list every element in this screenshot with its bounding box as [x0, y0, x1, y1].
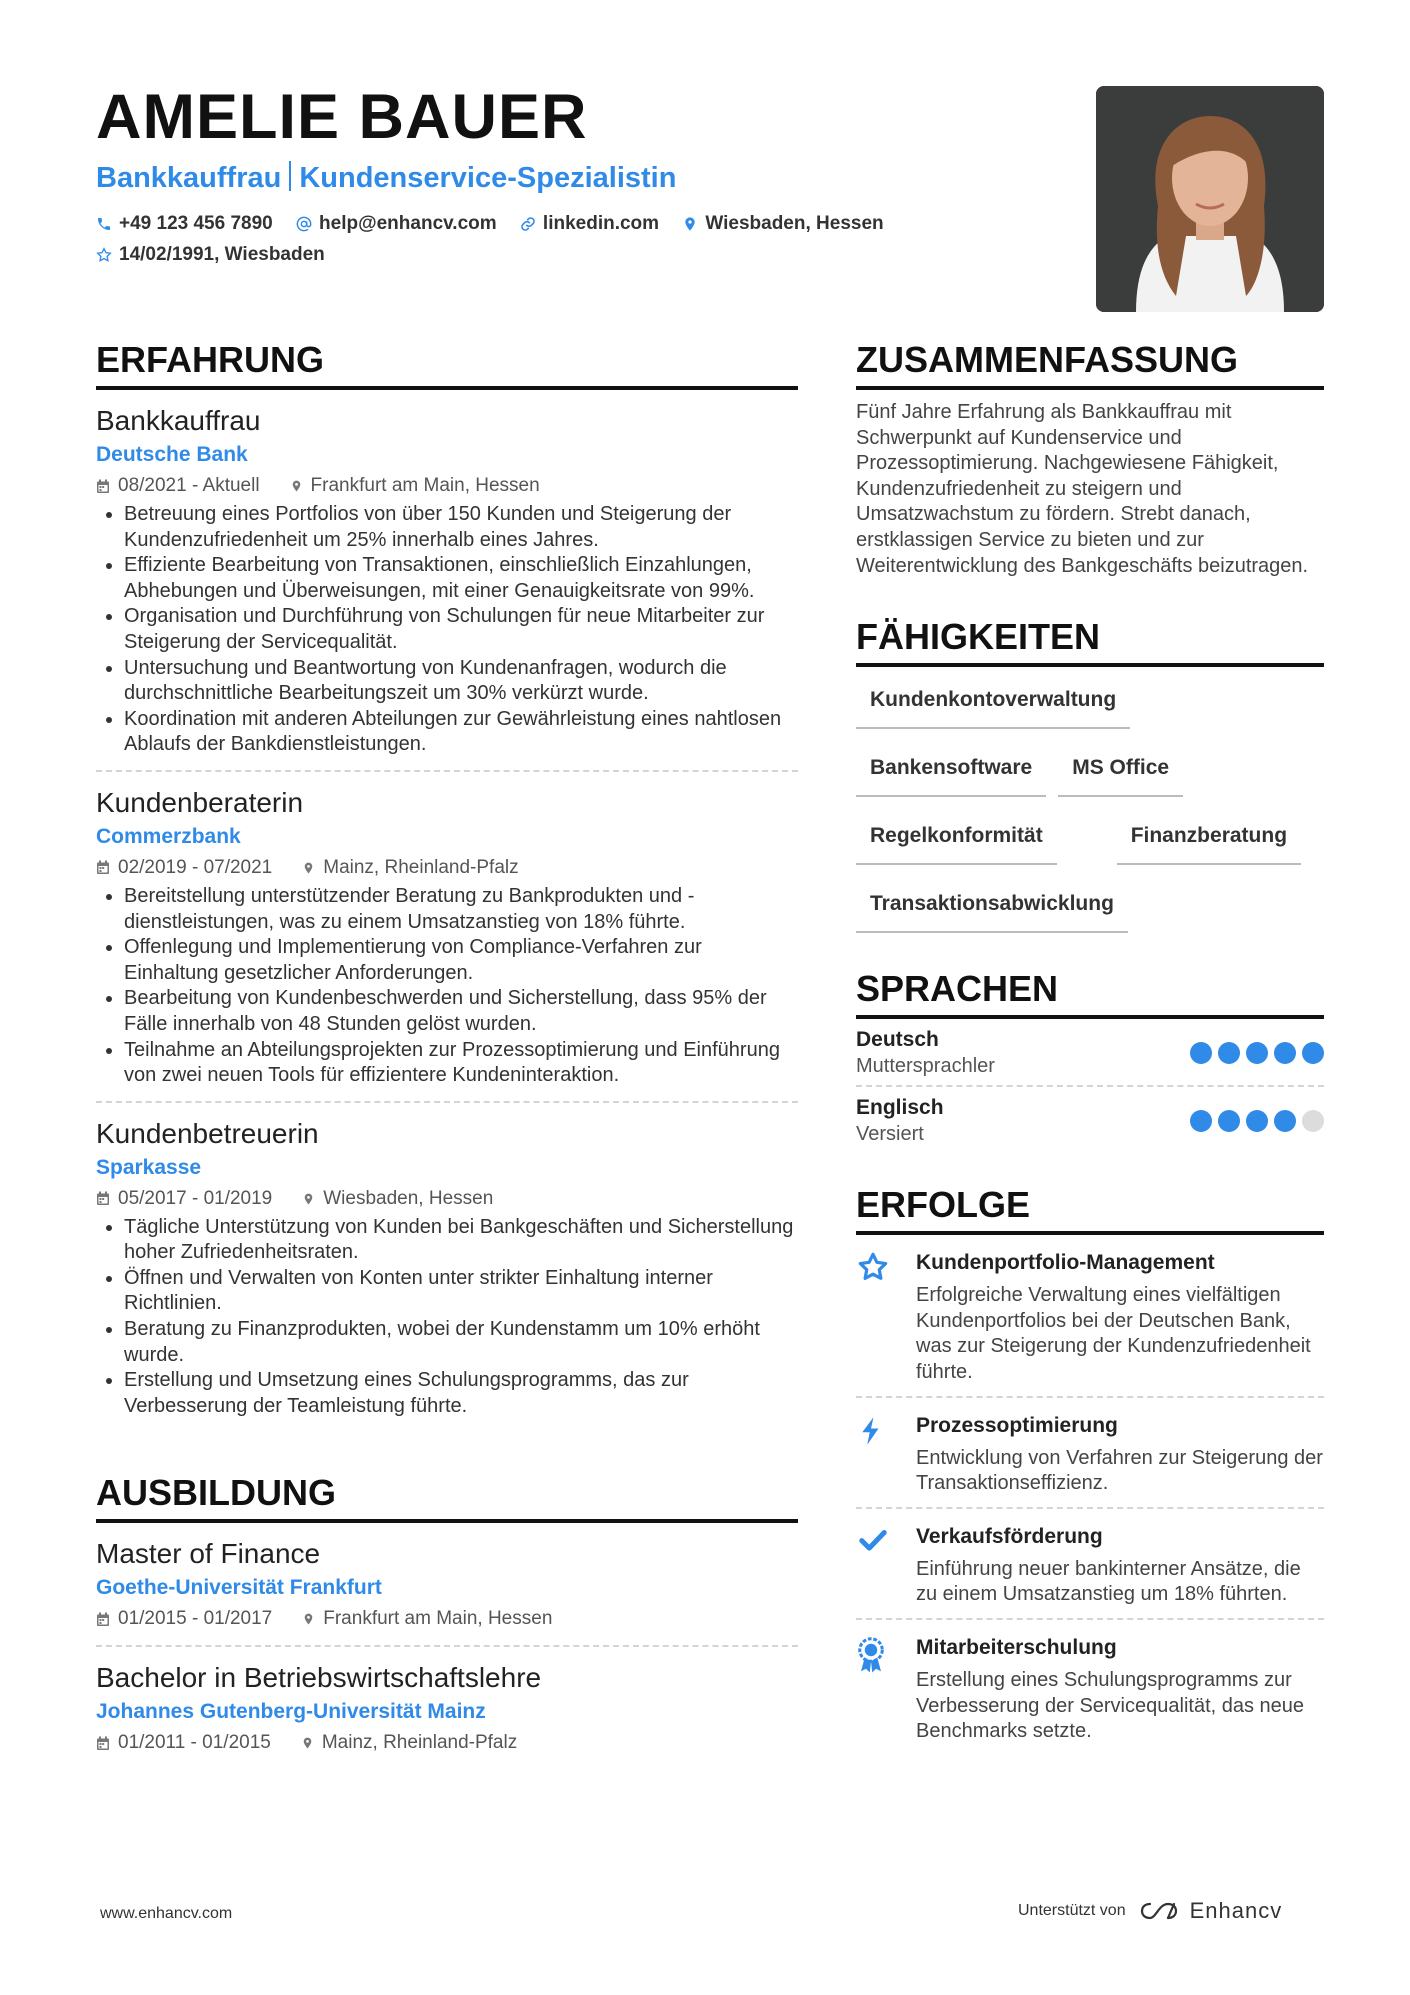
summary-text: Fünf Jahre Erfahrung als Bankkauffrau mit Schwerpunkt auf Kundenservice und Prozessoptimierung. Nachgewiesene Fähigkeit, Kundenzufriedenheit zu steigern und Umsatzwachstum zu fördern. Strebt danach, erstklassigen Service zu bieten und zur Weiterentwicklung des Bankgeschäfts beizutragen.	[856, 401, 1309, 577]
achievement-desc: Erstellung eines Schulungsprogramms zur Verbesserung der Servicequalität, das neue Benchmarks setzte.	[916, 1668, 1305, 1743]
achievement-item	[856, 1235, 1324, 1397]
powered-by-text: Unterstützt von	[1018, 1902, 1126, 1919]
language-item	[856, 1087, 1324, 1153]
location-pin-icon	[301, 1735, 314, 1751]
location-text: Wiesbaden, Hessen	[705, 213, 884, 234]
profile-photo	[1096, 86, 1324, 312]
title-part-1: Bankkauffrau	[96, 162, 282, 194]
job-location: Mainz, Rheinland-Pfalz	[323, 856, 519, 878]
rating-dot-filled	[1246, 1042, 1268, 1064]
rating-dot-empty	[1302, 1110, 1324, 1132]
bullet: • Bereitstellung unterstützender Beratung zu Bankprodukten und -dienstleistungen, was zu einem Umsatzanstieg von 18% führte.	[124, 884, 798, 935]
experience-item	[96, 772, 798, 1103]
title-separator	[289, 161, 291, 191]
linkedin-text: linkedin.com	[542, 213, 660, 234]
left-column	[96, 338, 798, 1769]
location-pin-icon	[302, 1611, 315, 1627]
lightning-icon	[856, 1414, 886, 1448]
bullet: • Bearbeitung von Kundenbeschwerden und Sicherstellung, dass 95% der Fälle innerhalb von 48 Stunden gelöst wurden.	[124, 986, 798, 1037]
candidate-name: AMELIE BAUER	[96, 82, 588, 152]
rating-dot-filled	[1190, 1042, 1212, 1064]
achievement-title: Kundenportfolio-Management	[916, 1251, 1215, 1275]
location-pin-icon	[290, 478, 303, 494]
calendar-icon	[96, 1612, 110, 1627]
job-dates: 05/2017 - 01/2019	[118, 1187, 273, 1209]
bullet: • Öffnen und Verwalten von Konten unter strikter Einhaltung interner Richtlinien.	[124, 1266, 798, 1317]
achievement-title: Verkaufsförderung	[916, 1524, 1103, 1548]
experience-heading: ERFAHRUNG	[96, 338, 798, 390]
footer-branding	[1018, 1898, 1282, 1924]
job-meta	[96, 854, 798, 882]
language-item	[856, 1019, 1324, 1087]
birth-text: 14/02/1991, Wiesbaden	[119, 244, 325, 265]
language-level: Versiert	[856, 1123, 924, 1146]
rating-dot-filled	[1218, 1110, 1240, 1132]
skills-heading: FÄHIGKEITEN	[856, 615, 1324, 667]
contact-info	[96, 210, 1056, 272]
achievement-item	[856, 1509, 1324, 1620]
bullet: • Beratung zu Finanzprodukten, wobei der Kundenstamm um 10% erhöht wurde.	[124, 1317, 798, 1368]
title-part-2: Kundenservice-Spezialistin	[299, 162, 677, 194]
calendar-icon	[96, 1191, 110, 1206]
rating-dot-filled	[1274, 1110, 1296, 1132]
bullet: • Tägliche Unterstützung von Kunden bei Bankgeschäften und Sicherstellung hoher Zufriedenheitsraten.	[124, 1215, 798, 1266]
footer-website[interactable]: www.enhancv.com	[100, 1905, 233, 1922]
education-heading: AUSBILDUNG	[96, 1471, 798, 1523]
bullet: • Organisation und Durchführung von Schulungen für neue Mitarbeiter zur Steigerung der Servicequalität.	[124, 604, 798, 655]
achievement-item	[856, 1620, 1324, 1755]
rating-dot-filled	[1246, 1110, 1268, 1132]
job-company: Deutsche Bank	[96, 443, 248, 466]
job-dates: 08/2021 - Aktuell	[118, 475, 260, 496]
achievement-desc: Erfolgreiche Verwaltung eines vielfältigen Kundenportfolios bei der Deutschen Bank, was zur Steigerung der Kundenzufriedenheit führte.	[916, 1284, 1311, 1383]
job-dates: 02/2019 - 07/2021	[118, 856, 273, 878]
location-pin-icon	[302, 1191, 315, 1207]
job-bullets	[96, 502, 798, 758]
skill-tag: Regelkonformität	[856, 813, 1057, 865]
contact-phone[interactable]	[96, 210, 273, 238]
achievement-desc: Entwicklung von Verfahren zur Steigerung der Transaktionseffizienz.	[916, 1446, 1323, 1495]
degree: Bachelor in Betriebswirtschaftslehre	[96, 1662, 542, 1694]
education-location: Mainz, Rheinland-Pfalz	[321, 1732, 518, 1754]
location-pin-icon	[682, 216, 698, 232]
rating-dot-filled	[1302, 1042, 1324, 1064]
bullet: • Effiziente Bearbeitung von Transaktionen, einschließlich Einzahlungen, Abhebungen und Überweisungen, mit einer Genauigkeitsrate von 99%.	[124, 553, 798, 604]
summary-heading: ZUSAMMENFASSUNG	[856, 338, 1324, 390]
achievement-item	[856, 1398, 1324, 1509]
achievement-title: Prozessoptimierung	[916, 1413, 1118, 1437]
school: Goethe-Universität Frankfurt	[96, 1576, 382, 1600]
star-icon	[856, 1251, 890, 1283]
contact-email[interactable]	[296, 210, 497, 238]
skill-tag: MS Office	[1058, 745, 1183, 797]
bullet: • Untersuchung und Beantwortung von Kundenanfragen, wodurch die durchschnittliche Bearbeitungszeit um 30% verkürzt wurde.	[124, 656, 798, 707]
candidate-title	[96, 160, 1056, 196]
language-rating	[1184, 1110, 1324, 1132]
language-name: Englisch	[856, 1096, 944, 1120]
achievements-heading: ERFOLGE	[856, 1183, 1324, 1235]
education-location: Frankfurt am Main, Hessen	[323, 1608, 553, 1630]
phone-icon	[96, 216, 112, 232]
rating-dot-filled	[1190, 1110, 1212, 1132]
star-outline-icon	[96, 247, 112, 263]
enhancv-logo-icon	[1138, 1900, 1184, 1922]
experience-item	[96, 390, 798, 772]
degree: Master of Finance	[96, 1538, 321, 1570]
bullet: • Offenlegung und Implementierung von Compliance-Verfahren zur Einhaltung gesetzlicher Anforderungen.	[124, 935, 798, 986]
bullet: • Teilnahme an Abteilungsprojekten zur Prozessoptimierung und Einführung von zwei neuen Tools für effizientere Kundeninteraktion.	[124, 1038, 798, 1089]
job-meta	[96, 472, 798, 500]
job-role: Kundenbetreuerin	[96, 1117, 319, 1149]
award-ribbon-icon	[856, 1636, 886, 1674]
contact-linkedin[interactable]	[520, 210, 659, 238]
school: Johannes Gutenberg-Universität Mainz	[96, 1700, 486, 1724]
bullet: • Betreuung eines Portfolios von über 150 Kunden und Steigerung der Kundenzufriedenheit um 25% innerhalb eines Jahres.	[124, 502, 798, 553]
skill-tag: Bankensoftware	[856, 745, 1046, 797]
rating-dot-filled	[1274, 1042, 1296, 1064]
education-meta	[96, 1729, 798, 1757]
job-role: Kundenberaterin	[96, 786, 304, 818]
achievement-title: Mitarbeiterschulung	[916, 1635, 1117, 1659]
education-dates: 01/2011 - 01/2015	[118, 1732, 271, 1754]
email-text: help@enhancv.com	[319, 213, 497, 234]
job-meta	[96, 1185, 798, 1213]
right-column	[856, 338, 1324, 1755]
education-meta	[96, 1605, 798, 1633]
job-location: Wiesbaden, Hessen	[323, 1187, 494, 1209]
experience-item	[96, 1103, 798, 1432]
achievement-desc: Einführung neuer bankinterner Ansätze, die zu einem Umsatzanstieg um 18% führten.	[916, 1557, 1301, 1606]
calendar-icon	[96, 860, 110, 875]
rating-dot-filled	[1218, 1042, 1240, 1064]
calendar-icon	[96, 479, 110, 494]
language-level: Muttersprachler	[856, 1055, 995, 1078]
job-role: Bankkauffrau	[96, 405, 261, 436]
bullet: • Koordination mit anderen Abteilungen zur Gewährleistung eines nahtlosen Ablaufs der Bankdienstleistungen.	[124, 707, 798, 758]
job-bullets	[96, 1215, 798, 1420]
header	[96, 82, 1056, 272]
job-company: Sparkasse	[96, 1155, 202, 1179]
language-rating	[1184, 1042, 1324, 1064]
skills-list	[856, 677, 1324, 949]
education-item	[96, 1647, 798, 1769]
job-company: Commerzbank	[96, 824, 241, 848]
education-dates: 01/2015 - 01/2017	[118, 1608, 273, 1630]
skill-tag: Finanzberatung	[1117, 813, 1301, 865]
brand-name: Enhancv	[1189, 1898, 1283, 1923]
phone-text: +49 123 456 7890	[119, 213, 273, 234]
job-bullets	[96, 884, 798, 1089]
contact-location	[682, 210, 883, 238]
job-location: Frankfurt am Main, Hessen	[310, 475, 540, 496]
calendar-icon	[96, 1736, 110, 1751]
link-icon	[520, 216, 536, 232]
languages-heading: SPRACHEN	[856, 967, 1324, 1019]
skill-tag: Transaktionsabwicklung	[856, 881, 1128, 933]
bullet: • Erstellung und Umsetzung eines Schulungsprogramms, das zur Verbesserung der Teamleistung führte.	[124, 1368, 798, 1419]
education-item	[96, 1523, 798, 1647]
skill-tag: Kundenkontoverwaltung	[856, 677, 1130, 729]
at-icon	[296, 216, 312, 232]
location-pin-icon	[302, 860, 315, 876]
language-name: Deutsch	[856, 1028, 939, 1052]
contact-birth	[96, 241, 325, 269]
checkmark-icon	[856, 1525, 890, 1555]
